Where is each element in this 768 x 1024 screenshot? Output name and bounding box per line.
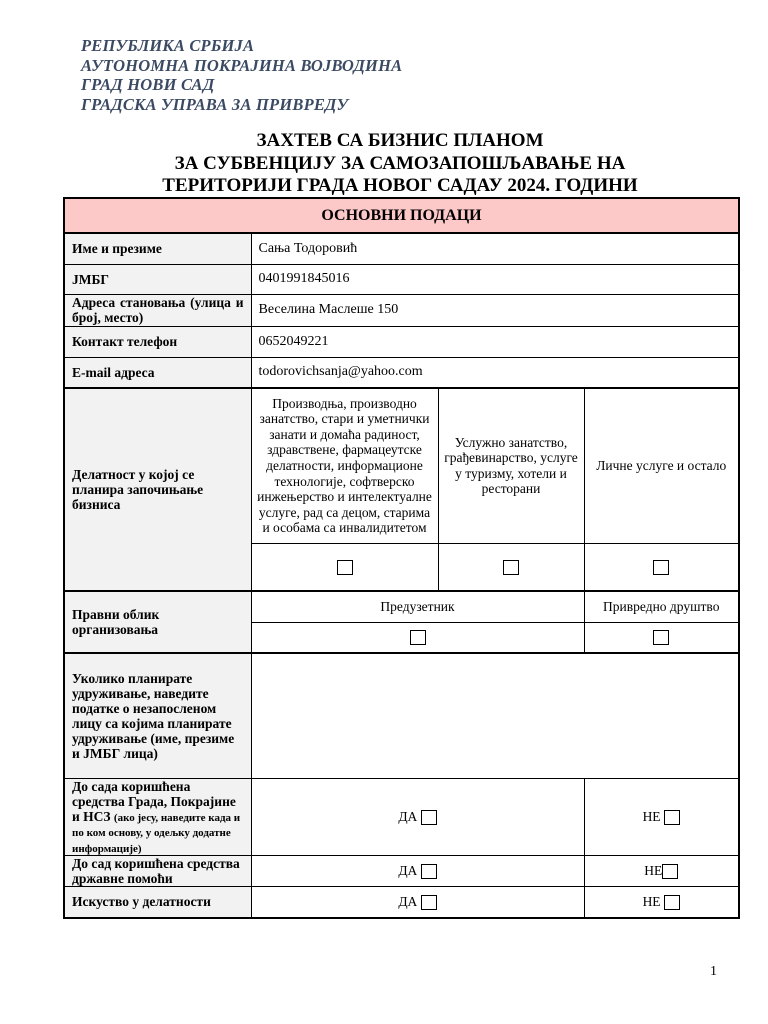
activity-services-checkbox[interactable] xyxy=(503,560,519,575)
activity-personal-checkbox[interactable] xyxy=(653,560,669,575)
email-field[interactable]: todorovichsanja@yahoo.com xyxy=(251,357,739,388)
jmbg-field[interactable]: 0401991845016 xyxy=(251,264,739,294)
title-line-2: ЗА СУБВЕНЦИЈУ ЗА САМОЗАПОШЉАВАЊЕ НА xyxy=(174,152,626,174)
page-number: 1 xyxy=(710,964,717,979)
phone-field[interactable]: 0652049221 xyxy=(251,326,739,357)
header-line-city: ГРАД НОВИ САД xyxy=(81,75,215,94)
legal-form-company: Привредно друштво xyxy=(584,591,739,622)
document-title xyxy=(64,130,736,198)
title-line-3: ТЕРИТОРИЈИ ГРАДА НОВОГ САДАУ 2024. ГОДИНИ xyxy=(162,175,638,196)
header-line-administration: ГРАДСКА УПРАВА ЗА ПРИВРЕДУ xyxy=(81,94,349,114)
city-funds-no-checkbox[interactable] xyxy=(664,810,680,825)
name-field[interactable]: Сања Тодоровић xyxy=(251,233,739,264)
legal-form-label: Правни облик организовања xyxy=(64,591,251,653)
experience-label: Искуство у делатности xyxy=(64,887,251,918)
state-aid-no-label: НЕ xyxy=(644,862,663,878)
city-funds-yes-label: ДА xyxy=(398,808,418,824)
city-funds-label-text: До сада коришћена средства Града, Покрајине и НСЗ xyxy=(72,778,236,824)
state-aid-yes-label: ДА xyxy=(398,862,418,878)
experience-yes-label: ДА xyxy=(398,893,418,909)
name-label: Име и презиме xyxy=(64,233,251,264)
address-label: Адреса становања (улица и број, место) xyxy=(64,294,251,326)
association-field[interactable] xyxy=(251,653,739,778)
state-aid-no-checkbox[interactable] xyxy=(662,864,678,879)
state-aid-yes-checkbox[interactable] xyxy=(421,864,437,879)
header-line-republic: РЕПУБЛИКА СРБИЈА xyxy=(81,36,255,55)
email-label: E-mail адреса xyxy=(64,357,251,388)
activity-option-personal: Личне услуге и остало xyxy=(584,388,739,543)
activity-label: Делатност у којој се планира започињање бизниса xyxy=(64,388,251,591)
experience-no-label: НЕ xyxy=(642,893,661,909)
legal-form-entrepreneur: Предузетник xyxy=(251,591,584,622)
city-funds-no-label: НЕ xyxy=(642,808,661,824)
jmbg-label: ЈМБГ xyxy=(64,264,251,294)
experience-no-checkbox[interactable] xyxy=(664,895,680,910)
association-label: Уколико планирате удруживање, наведите податке о незапосленом лицу са којима планирате удруживање (име, презиме и ЈМБГ лица) xyxy=(64,653,251,778)
address-field[interactable]: Веселина Маслеше 150 xyxy=(251,294,739,326)
phone-label: Контакт телефон xyxy=(64,326,251,357)
title-line-1: ЗАХТЕВ СА БИЗНИС ПЛАНОМ xyxy=(256,130,544,151)
city-funds-note: (ако јесу, наведите када и по ком основу, у одељку додатне информације) xyxy=(72,811,241,855)
city-funds-label xyxy=(64,778,251,856)
company-checkbox[interactable] xyxy=(653,630,669,645)
section-title: ОСНОВНИ ПОДАЦИ xyxy=(64,198,739,233)
state-aid-label: До сад коришћена средства државне помоћи xyxy=(64,856,251,887)
city-funds-yes-checkbox[interactable] xyxy=(421,810,437,825)
activity-option-services: Услужно занатство, грађевинарство, услуге у туризму, хотели и ресторани xyxy=(438,388,584,543)
experience-yes-checkbox[interactable] xyxy=(421,895,437,910)
activity-option-production: Производња, производно занатство, стари и уметнички занати и домаћа радиност, здравствене, фармацеутске делатности, информационе технологије, софтверско инжењерство и интелектуалне услуге, рад са децом, старима и особама са инвалидитетом xyxy=(251,388,438,543)
header-block xyxy=(81,36,402,114)
basic-data-table xyxy=(63,197,740,919)
entrepreneur-checkbox[interactable] xyxy=(410,630,426,645)
activity-production-checkbox[interactable] xyxy=(337,560,353,575)
header-line-province: АУТОНОМНА ПОКРАЈИНА ВОЈВОДИНА xyxy=(81,55,403,75)
